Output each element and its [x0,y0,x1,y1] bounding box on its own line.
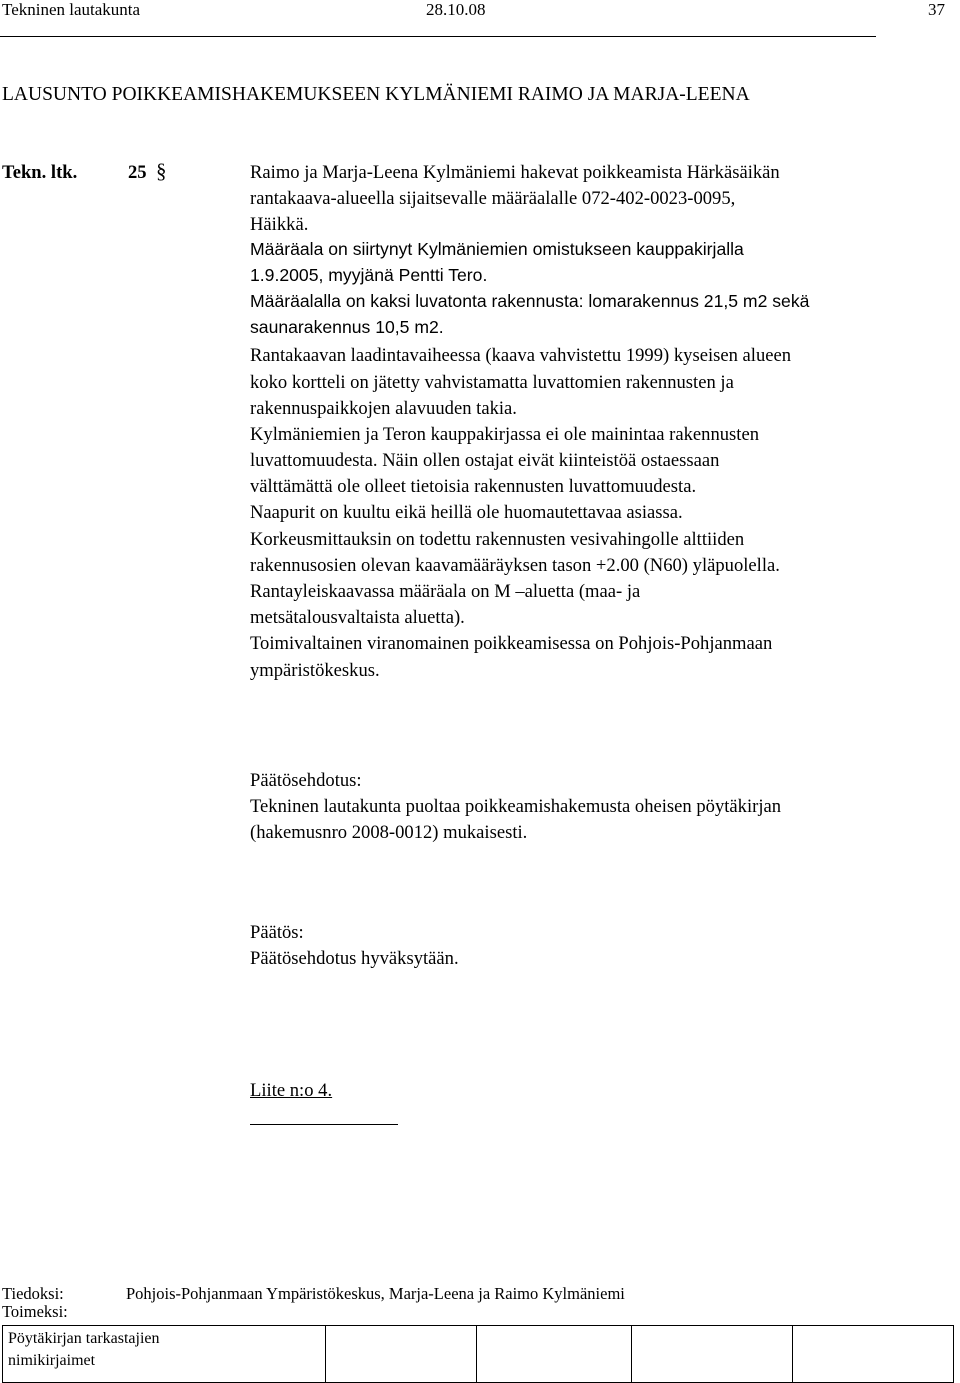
signature-label-line: nimikirjaimet [8,1352,96,1369]
body-line: Raimo ja Marja-Leena Kylmäniemi hakevat poikkeamista Härkäsäikän [250,162,780,183]
signature-label-line: Pöytäkirjan tarkastajien [8,1330,160,1347]
tiedoksi-value: Pohjois-Pohjanmaan Ympäristökeskus, Marja-Leena ja Raimo Kylmäniemi [126,1284,625,1303]
decision [250,920,459,972]
body-line: Määräala on siirtynyt Kylmäniemien omistukseen kauppakirjalla [250,238,744,259]
decision-label: Päätös: [250,922,304,943]
proposal-line: Tekninen lautakunta puoltaa poikkeamishakemusta oheisen pöytäkirjan [250,796,782,818]
tiedoksi-label: Tiedoksi: [2,1284,64,1303]
body-line: rakennusosien olevan kaavamääräyksen tason +2.00 (N60) yläpuolella. [250,554,780,576]
body-line: Korkeusmittauksin on todettu rakennusten vesivahingolle alttiiden [250,528,745,550]
item-label [2,160,77,186]
body-line: luvattomuudesta. Näin ollen ostajat eivät kiinteistöä ostaessaan [250,450,720,472]
section-sign-icon: § [156,159,167,183]
header-rule [0,36,876,37]
signature-cell[interactable] [326,1326,477,1383]
body-line: rantakaava-alueella sijaitsevalle määräalalle 072-402-0023-0095, [250,188,736,210]
committee-name: Tekninen lautakunta [2,0,141,19]
signature-table [2,1325,954,1383]
body-line: Rantayleiskaavassa määräala on M –aluetta (maa- ja [250,581,641,602]
signature-label-cell [3,1326,326,1383]
signature-cell[interactable] [632,1326,793,1383]
body-line: Määräalalla on kaksi luvatonta rakennusta: lomarakennus 21,5 m2 sekä [250,290,810,311]
attachment-link[interactable]: Liite n:o 4. [250,1080,333,1101]
item-number: 25 [128,162,147,183]
body-line: 1.9.2005, myyjänä Pentti Tero. [250,264,488,285]
body-line: metsätalousvaltaista aluetta). [250,607,465,629]
body-line: Toimivaltainen viranomainen poikkeamisessa on Pohjois-Pohjanmaan [250,633,773,655]
decision-text: Päätösehdotus hyväksytään. [250,948,459,970]
proposal-label: Päätösehdotus: [250,770,362,791]
signature-cell[interactable] [793,1326,954,1383]
item-number-group [128,160,147,186]
document-title: LAUSUNTO POIKKEAMISHAKEMUKSEEN KYLMÄNIEMI RAIMO JA MARJA-LEENA [2,84,750,105]
decision-proposal [250,768,781,847]
meeting-date: 28.10.08 [426,0,486,19]
toimeksi-label: Toimeksi: [2,1302,68,1321]
body-line: Häikkä. [250,214,309,236]
page-number: 37 [928,0,945,19]
body-line: saunarakennus 10,5 m2. [250,317,444,338]
body-line: rakennuspaikkojen alavuuden takia. [250,397,517,419]
attachment-ref [250,1078,332,1104]
body-line: ympäristökeskus. [250,659,380,681]
item-body [250,160,950,684]
attachment-rule [250,1124,398,1125]
body-line: Kylmäniemien ja Teron kauppakirjassa ei ole mainintaa rakennusten [250,423,759,445]
proposal-line: (hakemusnro 2008-0012) mukaisesti. [250,822,528,844]
signature-cell[interactable] [477,1326,632,1383]
body-line: välttämättä ole olleet tietoisia rakennusten luvattomuudesta. [250,476,697,498]
item-committee-abbrev: Tekn. ltk. [2,162,78,183]
body-line: koko kortteli on jätetty vahvistamatta luvattomien rakennusten ja [250,371,734,393]
body-line: Rantakaavan laadintavaiheessa (kaava vahvistettu 1999) kyseisen alueen [250,345,792,367]
body-line: Naapurit on kuultu eikä heillä ole huomautettavaa asiassa. [250,502,683,524]
